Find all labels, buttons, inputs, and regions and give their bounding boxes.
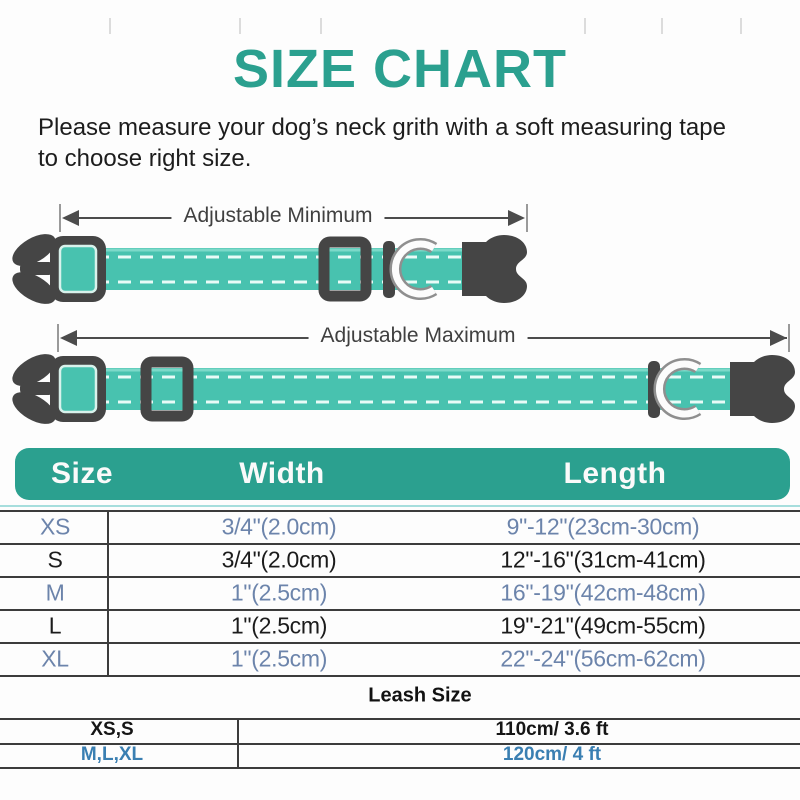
intro-text (38, 112, 726, 174)
leash-row-mlxl-sizes: M,L,XL (80, 744, 144, 765)
table-divider-line (0, 609, 800, 611)
table-divider-line (0, 767, 800, 769)
collar-strap (74, 368, 746, 410)
table-divider-line (0, 510, 800, 512)
leash-column-divider (237, 718, 239, 769)
leash-row-xss-length: 110cm/ 3.6 ft (495, 719, 609, 740)
row-l-size: L (48, 612, 62, 639)
buckle-window (60, 366, 96, 412)
crop-tick (109, 18, 111, 34)
table-divider-line (0, 675, 800, 677)
intro-line-1: Please measure your dog’s neck grith with a soft measuring tape (38, 114, 726, 141)
row-s-length: 12"-16"(31cm-41cm) (500, 546, 706, 573)
leash-row-mlxl-length: 120cm/ 4 ft (502, 744, 602, 765)
row-xl-length: 22"-24"(56cm-62cm) (500, 645, 706, 672)
adjustable-maximum-label: Adjustable Maximum (309, 324, 528, 348)
crop-tick (584, 18, 586, 34)
buckle-female (462, 235, 527, 303)
row-m-length: 16"-19"(42cm-48cm) (500, 579, 706, 606)
row-m-size: M (45, 579, 65, 606)
crop-tick (239, 18, 241, 34)
row-xs-length: 9"-12"(23cm-30cm) (506, 513, 700, 540)
leash-row-xss-sizes: XS,S (90, 719, 134, 740)
row-xl-size: XL (41, 645, 69, 672)
row-xs-width: 3/4"(2.0cm) (221, 513, 337, 540)
table-column-divider (107, 510, 109, 677)
row-s-width: 3/4"(2.0cm) (221, 546, 337, 573)
row-m-width: 1"(2.5cm) (230, 579, 328, 606)
column-header-size: Size (50, 457, 114, 490)
row-xs-size: XS (39, 513, 71, 540)
table-divider-line (0, 543, 800, 545)
row-l-width: 1"(2.5cm) (230, 612, 328, 639)
collar-strap (74, 248, 470, 290)
table-divider-line (0, 642, 800, 644)
row-xl-width: 1"(2.5cm) (230, 645, 328, 672)
size-table-header-bar (15, 448, 790, 500)
buckle-female (730, 355, 795, 423)
crop-tick (661, 18, 663, 34)
table-accent-line (0, 505, 800, 507)
column-header-length: Length (563, 457, 667, 490)
row-s-size: S (47, 546, 63, 573)
crop-tick (740, 18, 742, 34)
page-title: SIZE CHART (233, 39, 567, 99)
row-l-length: 19"-21"(49cm-55cm) (500, 612, 706, 639)
leash-table-title: Leash Size (368, 684, 472, 707)
buckle-window (60, 246, 96, 292)
intro-line-2: to choose right size. (38, 145, 252, 172)
column-header-width: Width (239, 457, 325, 490)
table-divider-line (0, 576, 800, 578)
crop-tick (320, 18, 322, 34)
adjustable-minimum-label: Adjustable Minimum (171, 204, 384, 228)
